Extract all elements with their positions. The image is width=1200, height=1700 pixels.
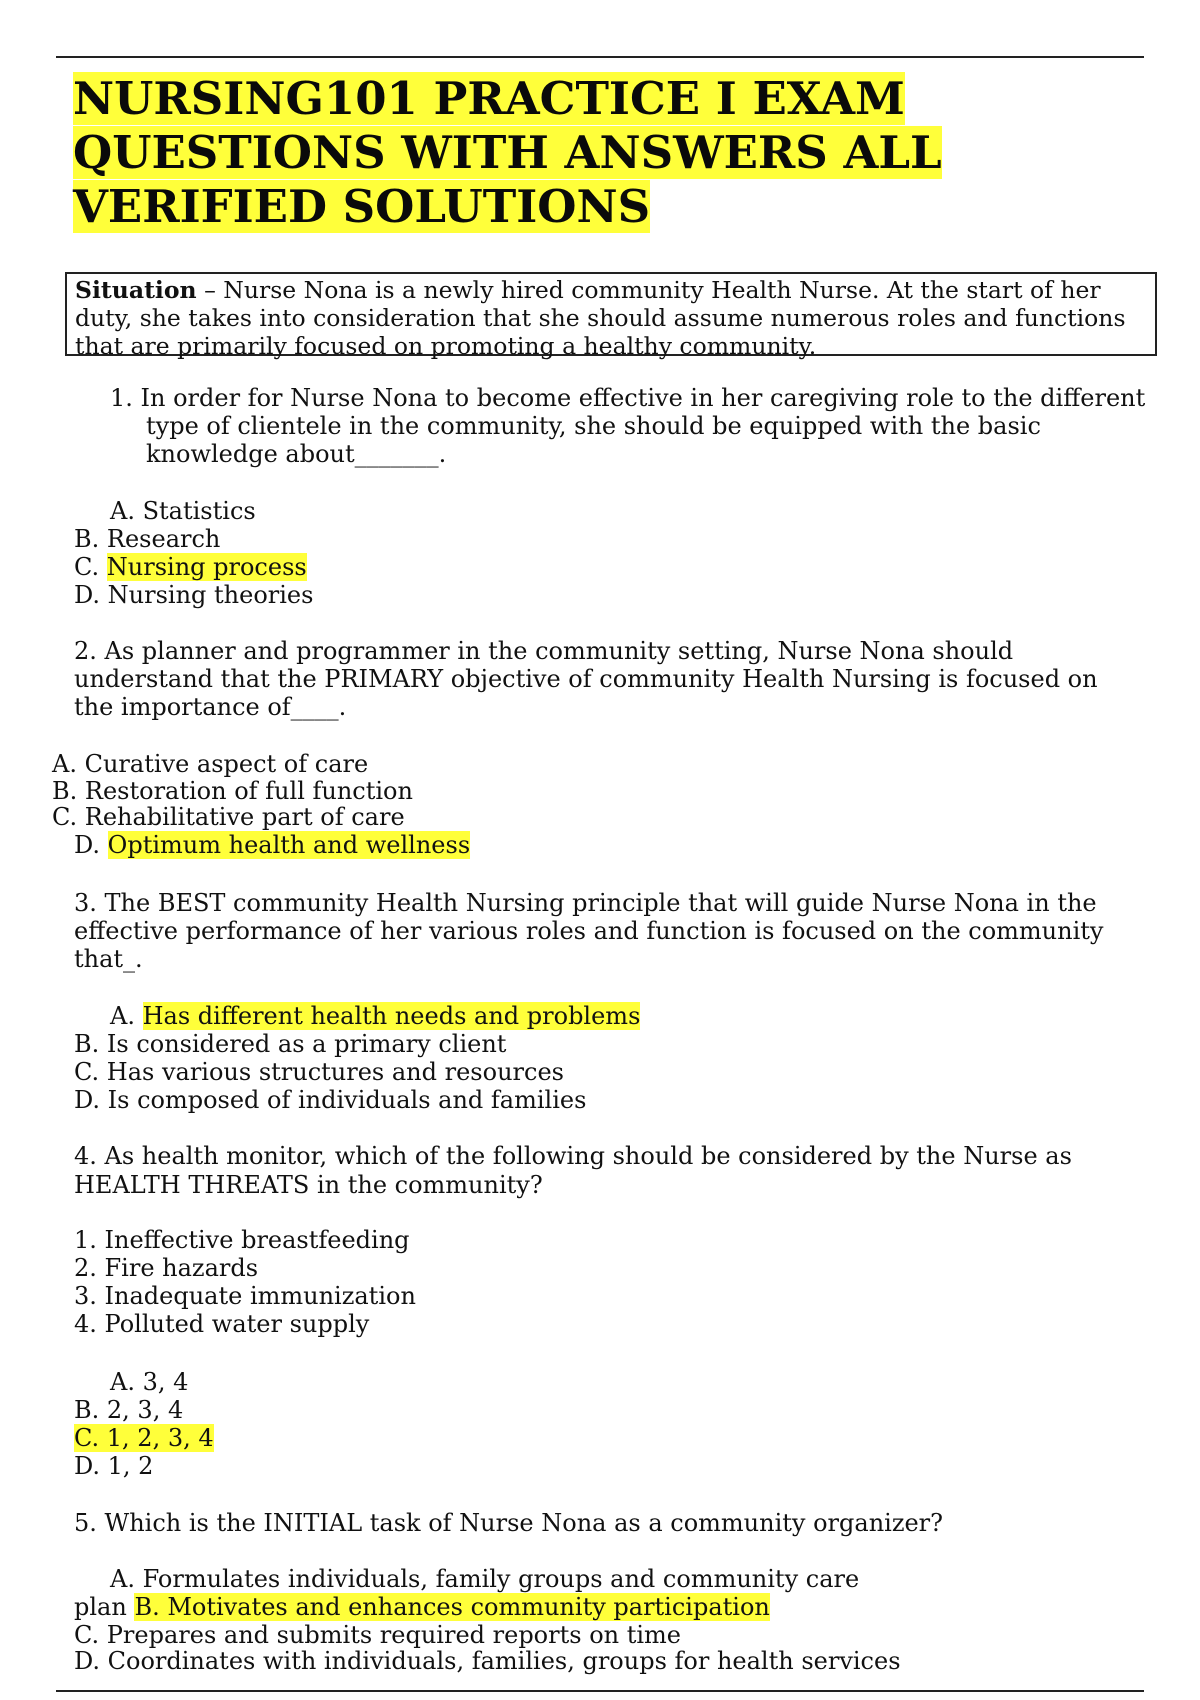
q5-option-c: C. Prepares and submits required reports on time — [74, 1621, 682, 1649]
q2-option-a: A. Curative aspect of care — [52, 750, 369, 778]
title-line-2: QUESTIONS WITH ANSWERS ALL — [73, 126, 942, 179]
q3-option-d: D. Is composed of individuals and families — [74, 1086, 587, 1114]
q5-option-a: A. Formulates individuals, family groups and community care — [110, 1565, 860, 1593]
q4-stem-1: 4. As health monitor, which of the following should be considered by the Nurse as — [74, 1142, 1072, 1170]
title-line-1: NURSING101 PRACTICE I EXAM — [73, 72, 905, 125]
q2-stem-3: the importance of____. — [74, 693, 347, 721]
q3-stem-3: that_. — [74, 945, 143, 973]
q1-stem-3: knowledge about_______. — [146, 440, 447, 468]
q4-option-d: D. 1, 2 — [74, 1452, 154, 1480]
q2-option-c: C. Rehabilitative part of care — [52, 803, 405, 831]
q3-answer: Has different health needs and problems — [142, 1002, 641, 1030]
q5-stem: 5. Which is the INITIAL task of Nurse Nona as a community organizer? — [74, 1509, 944, 1537]
situation-box — [65, 272, 1157, 360]
q3-option-b: B. Is considered as a primary client — [74, 1030, 507, 1058]
q2-stem-1: 2. As planner and programmer in the community setting, Nurse Nona should — [74, 637, 1014, 665]
q4-answer: C. 1, 2, 3, 4 — [74, 1424, 214, 1452]
situation-label: Situation — [75, 276, 197, 304]
page-title — [73, 72, 1073, 234]
situation-line-1: Situation – Nurse Nona is a newly hired community Health Nurse. At the start of her — [75, 276, 1101, 304]
q4-item-4: 4. Polluted water supply — [74, 1310, 370, 1338]
q4-item-1: 1. Ineffective breastfeeding — [74, 1226, 410, 1254]
q4-option-b: B. 2, 3, 4 — [74, 1396, 184, 1424]
q4-item-2: 2. Fire hazards — [74, 1254, 259, 1282]
q3-option-a: A. Has different health needs and problems — [110, 1002, 641, 1030]
title-line-3: VERIFIED SOLUTIONS — [73, 180, 651, 233]
q1-option-d: D. Nursing theories — [74, 581, 314, 609]
q2-stem-2: understand that the PRIMARY objective of community Health Nursing is focused on — [74, 665, 1098, 693]
q4-item-3: 3. Inadequate immunization — [74, 1282, 416, 1310]
bottom-rule — [56, 1690, 1144, 1692]
q5-option-d: D. Coordinates with individuals, families, groups for health services — [74, 1647, 901, 1675]
situation-line-2: duty, she takes into consideration that she should assume numerous roles and functions — [75, 304, 1126, 332]
q1-stem-1: 1. In order for Nurse Nona to become effective in her caregiving role to the different — [110, 384, 1146, 412]
q5-option-a-cont: plan B. Motivates and enhances community participation — [74, 1593, 770, 1621]
q5-answer: B. Motivates and enhances community participation — [134, 1593, 770, 1621]
q4-option-a: A. 3, 4 — [110, 1368, 189, 1396]
q1-option-a: A. Statistics — [110, 497, 256, 525]
q2-answer: Optimum health and wellness — [107, 831, 471, 859]
q1-option-b: B. Research — [74, 525, 221, 553]
situation-line-3: that are primarily focused on promoting a healthy community. — [75, 332, 817, 360]
q1-option-c: C. Nursing process — [74, 553, 307, 581]
q4-option-c — [74, 1424, 214, 1452]
q1-stem-2: type of clientele in the community, she should be equipped with the basic — [146, 412, 1041, 440]
q3-option-c: C. Has various structures and resources — [74, 1058, 564, 1086]
q2-option-b: B. Restoration of full function — [52, 777, 413, 805]
q3-stem-2: effective performance of her various roles and function is focused on the community — [74, 917, 1104, 945]
q2-option-d: D. Optimum health and wellness — [74, 831, 471, 859]
q1-answer: Nursing process — [106, 553, 307, 581]
q3-stem-1: 3. The BEST community Health Nursing principle that will guide Nurse Nona in the — [74, 889, 1097, 917]
top-rule — [56, 56, 1144, 58]
q4-stem-2: HEALTH THREATS in the community? — [74, 1171, 543, 1199]
